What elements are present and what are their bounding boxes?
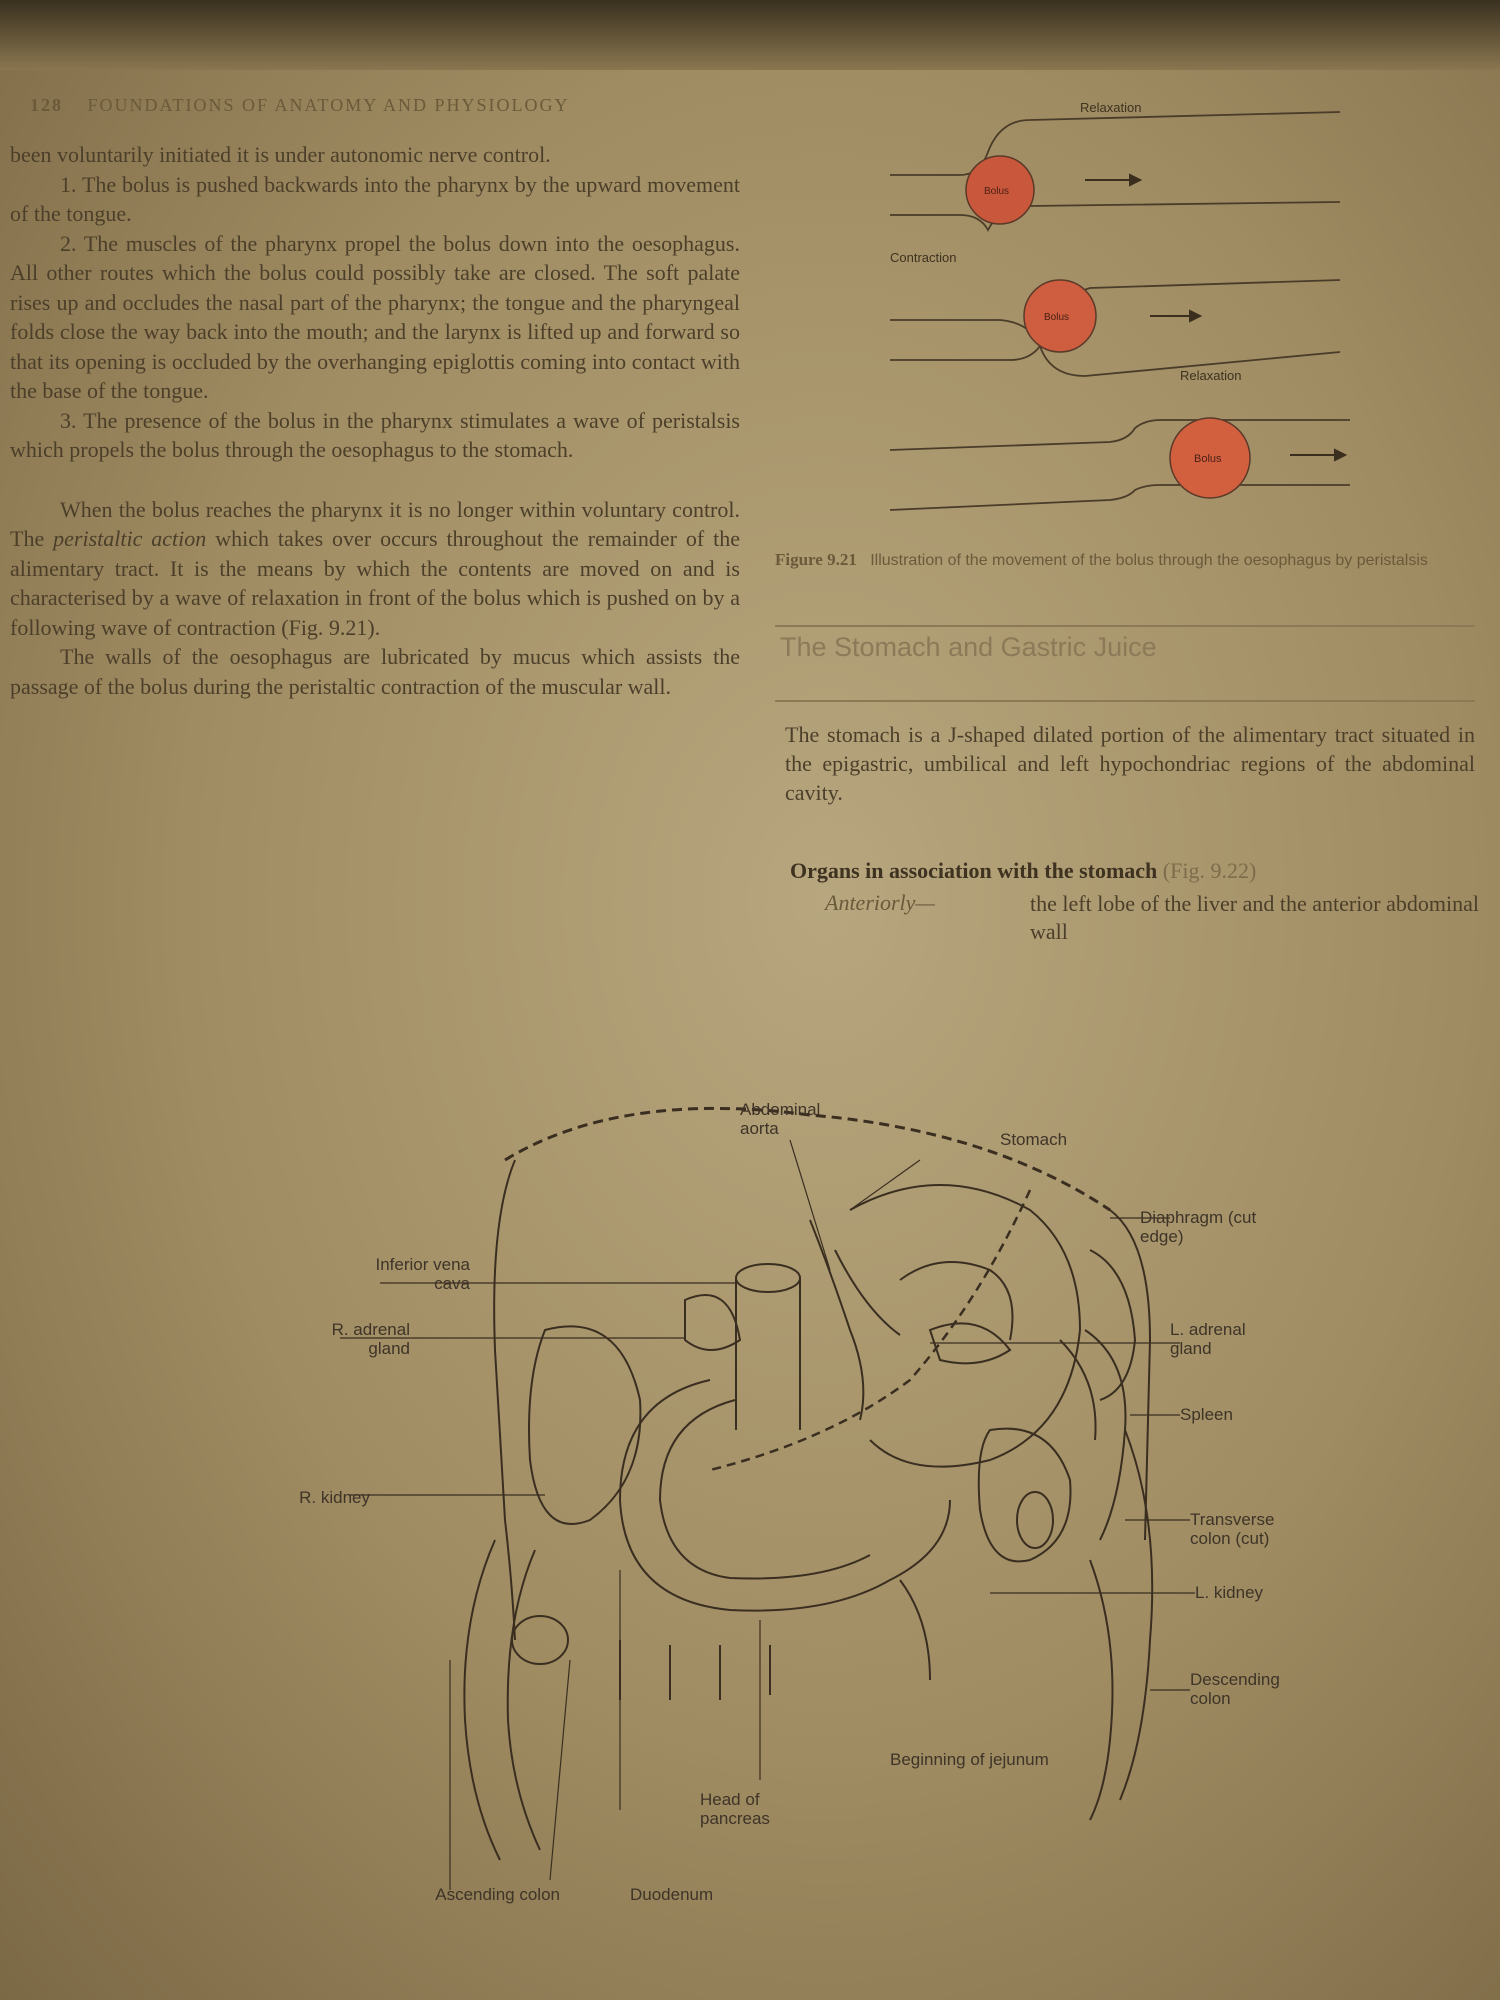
label-inferior-vena-cava: Inferior vena cava: [375, 1255, 470, 1293]
ivc-body: [736, 1278, 800, 1430]
ascending-colon: [464, 1540, 500, 1860]
para1-italic: peristaltic action: [53, 526, 207, 551]
row1-bottom-wall: [890, 202, 1340, 230]
ivc-top: [736, 1264, 800, 1292]
row2-top-wall: [890, 280, 1340, 340]
label-beginning-jejunum: Beginning of jejunum: [890, 1750, 1049, 1769]
row3-bottom-wall: [890, 485, 1350, 510]
label-ascending-colon: Ascending colon: [435, 1885, 560, 1904]
spleen: [1090, 1250, 1135, 1400]
label-duodenum: Duodenum: [630, 1885, 714, 1904]
leader-aorta: [790, 1140, 830, 1270]
stomach-dashed-boundary: [710, 1190, 1030, 1470]
descending-colon: [1120, 1430, 1152, 1800]
figure-caption: Illustration of the movement of the bolus through the oesophagus by peristalsis: [870, 552, 1428, 569]
jejunum: [900, 1580, 930, 1680]
arrow-3-head: [1335, 450, 1345, 460]
r-kidney: [529, 1326, 640, 1524]
label-descending-colon: Descending colon: [1190, 1670, 1280, 1708]
organs-heading: [790, 858, 1480, 884]
anteriorly-label: Anteriorly—: [825, 890, 935, 915]
label-l-adrenal: L. adrenal gland: [1170, 1320, 1246, 1358]
label-transverse-colon: Transverse colon (cut): [1190, 1510, 1275, 1548]
r-adrenal: [685, 1295, 740, 1350]
arrow-1-head: [1130, 175, 1140, 185]
organs-figref: (Fig. 9.22): [1162, 858, 1257, 883]
paragraph-mucus: The walls of the oesophagus are lubricated by mucus which assists the passage of the bolus during the peristaltic contraction of the muscular wall.: [10, 644, 740, 699]
page-top-shadow: [0, 0, 1500, 70]
running-title: FOUNDATIONS OF ANATOMY AND PHYSIOLOGY: [87, 95, 570, 115]
section-rule-top: [775, 625, 1475, 627]
figure-9-21-caption: [775, 550, 1475, 610]
stomach-outline: [850, 1185, 1080, 1467]
organs-heading-text: Organs in association with the stomach: [790, 858, 1158, 883]
row1-top-wall: [890, 112, 1340, 175]
step-2: 2. The muscles of the pharynx propel the bolus down into the oesophagus. All other routes which the bolus could possibly take are closed. The soft palate rises up and occludes the nasal part of the pharynx; the tongue and the pharyngeal folds close the way back into the mouth; and the larynx is lifted up and forward so that its opening is occluded by the overhanging epiglottis coming into contact with the base of the tongue.: [10, 230, 740, 403]
label-l-kidney: L. kidney: [1195, 1583, 1264, 1602]
para1-end: which takes over occurs throughout the remainder of the alimentary tract. It is the means by which the contents are moved on and is characterised by a wave of relaxation in front of the bolus which is pushed on by a following wave of contraction (Fig. 9.21).: [10, 526, 740, 640]
label-head-pancreas: Head of pancreas: [700, 1790, 770, 1828]
arrow-2-head: [1190, 311, 1200, 321]
aorta: [810, 1220, 863, 1420]
peristalsis-figure: [860, 90, 1360, 550]
label-r-kidney: R. kidney: [299, 1488, 370, 1507]
intro-text: been voluntarily initiated it is under autonomic nerve control.: [10, 142, 551, 167]
body-outer-outline: [494, 1160, 515, 1640]
step-1: 1. The bolus is pushed backwards into the pharynx by the upward movement of the tongue.: [10, 171, 740, 226]
section-title: The Stomach and Gastric Juice: [780, 632, 1157, 662]
para1-start: When the bolus reaches the pharynx it is no longer within voluntary control. The: [10, 496, 740, 551]
leader-duodenum: [550, 1660, 570, 1880]
label-spleen: Spleen: [1180, 1405, 1233, 1424]
transverse-colon: [1085, 1330, 1126, 1540]
left-text-column: [10, 140, 740, 701]
label-relaxation-mid: Relaxation: [1180, 368, 1242, 383]
page-number: 128: [30, 95, 63, 115]
leader-stomach: [850, 1160, 920, 1210]
paragraph-peristalsis: [10, 495, 740, 643]
section-rule-bottom: [775, 700, 1475, 702]
label-bolus-2: Bolus: [1044, 312, 1070, 323]
l-kidney-hilum: [1017, 1492, 1053, 1548]
ascending-colon-cut: [512, 1616, 568, 1664]
label-stomach: Stomach: [1000, 1130, 1068, 1149]
label-relaxation-top: Relaxation: [1080, 100, 1142, 115]
step-3: 3. The presence of the bolus in the pharynx stimulates a wave of peristalsis which propels the bolus through the oesophagus to the stomach.: [10, 407, 740, 462]
figure-label: Figure 9.21: [775, 550, 857, 569]
row3-top-wall: [890, 420, 1350, 450]
row2-bottom-wall: [890, 346, 1340, 376]
stomach-intro-text: The stomach is a J-shaped dilated portion of the alimentary tract situated in the epigastric, umbilical and left hypochondriac regions of the abdominal cavity.: [785, 722, 1475, 805]
label-diaphragm: Diaphragm (cut edge): [1140, 1208, 1257, 1246]
label-bolus-1: Bolus: [984, 186, 1010, 197]
label-contraction: Contraction: [890, 250, 957, 265]
running-head: [30, 95, 590, 125]
anteriorly-value: the left lobe of the liver and the anterior abdominal wall: [1030, 891, 1480, 944]
label-r-adrenal: R. adrenal gland: [331, 1320, 410, 1358]
label-abdominal-aorta: Abdominal aorta: [740, 1100, 821, 1138]
duodenum: [620, 1380, 950, 1611]
label-bolus-3: Bolus: [1194, 453, 1222, 465]
